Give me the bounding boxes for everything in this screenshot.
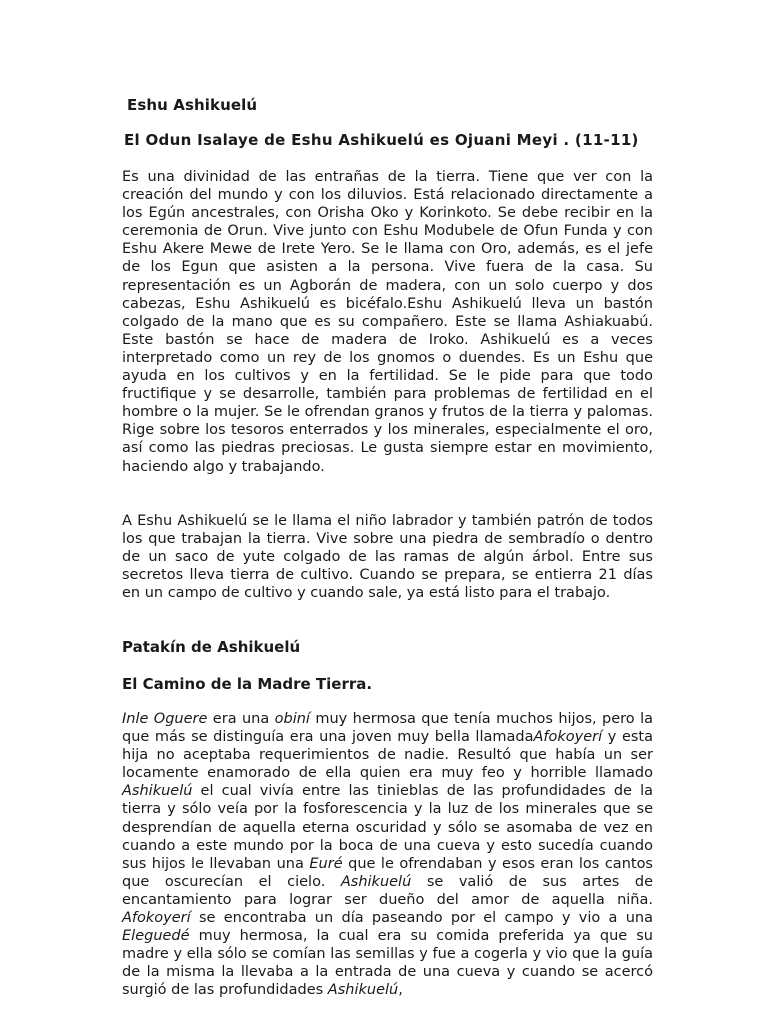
story-term-obini: obiní <box>274 711 310 727</box>
story-text: que le ofrendaban y esos eran los cantos que oscurecían el cielo. <box>122 855 653 890</box>
story-text: muy hermosa que tenía muchos hijos, pero la que más se distinguía era una joven muy bella llamada <box>122 711 653 746</box>
paragraph-story <box>122 710 653 1000</box>
story-text: se encontraba un día paseando por el campo y vio a una <box>190 910 653 927</box>
story-name-ashikuelu: Ashikuelú <box>122 783 193 800</box>
story-term-eleguede: Eleguedé <box>122 928 190 945</box>
story-text: era una <box>207 711 275 727</box>
odun-heading: El Odun Isalaye de Eshu Ashikuelú es Ojuani Meyi . (11-11) <box>124 131 639 149</box>
paragraph-description: Es una divinidad de las entrañas de la tierra. Tiene que ver con la creación del mundo y con los diluvios. Está relacionado directamente a los Egún ancestrales, con Orisha Oko y Korinkoto. Se debe recibir en la ceremonia de Orun. Vive junto con Eshu Modubele de Ofun Funda y con Eshu Akere Mewe de Irete Yero. Se le llama con Oro, además, es el jefe de los Egun que asisten a la persona. Vive fuera de la casa. Su representación es un Agborán de madera, con un solo cuerpo y dos cabezas, Eshu Ashikuelú es bicéfalo.Eshu Ashikuelú lleva un bastón colgado de la mano que es su compañero. Este se llama Ashiakuabú. Este bastón se hace de madera de Iroko. Ashikuelú es a veces interpretado como un rey de los gnomos o duendes. Es un Eshu que ayuda en los cultivos y en la fertilidad. Se le pide para que todo fructifique y se desarrolle, también para problemas de fertilidad en el hombre o la mujer. Se le ofrendan granos y frutos de la tierra y palomas. Rige sobre los tesoros enterrados y los minerales, especialmente el oro, así como las piedras preciosas. Le gusta siempre estar en movimiento, haciendo algo y trabajando. <box>122 169 653 475</box>
story-name-ashikuelu: Ashikuelú <box>327 982 399 999</box>
story-name-inle-oguere: Inle Oguere <box>122 711 208 727</box>
camino-heading: El Camino de la Madre Tierra. <box>122 675 373 693</box>
story-text: , <box>398 982 403 999</box>
story-name-afokoyeri: Afokoyerí <box>122 910 191 927</box>
patakin-heading: Patakín de Ashikuelú <box>122 638 301 656</box>
story-text: muy hermosa, la cual era su comida preferida ya que su madre y ella sólo se comían las semillas y fue a cogerla y vio que la guía de la misma la llevaba a la entrada de una cueva y cuando se acercó surgió de las profundidades <box>122 928 653 999</box>
story-text: y esta hija no aceptaba requerimientos de nadie. Resultó que había un ser locamente enamorado de ella quien era muy feo y horrible llamado <box>122 729 653 782</box>
story-text: se valió de sus artes de encantamiento para lograr ser dueño del amor de aquella niña. <box>122 873 653 908</box>
story-name-ashikuelu: Ashikuelú <box>340 873 412 890</box>
document-title: Eshu Ashikuelú <box>127 96 258 114</box>
story-term-eure: Euré <box>309 855 343 872</box>
paragraph-patron: A Eshu Ashikuelú se le llama el niño labrador y también patrón de todos los que trabajan la tierra. Vive sobre una piedra de sembradío o dentro de un saco de yute colgado de las ramas de algún árbol. Entre sus secretos lleva tierra de cultivo. Cuando se prepara, se entierra 21 días en un campo de cultivo y cuando sale, ya está listo para el trabajo. <box>122 513 653 602</box>
story-name-afokoyeri: Afokoyerí <box>533 729 603 746</box>
story-text: el cual vivía entre las tinieblas de las profundidades de la tierra y sólo veía por la fosforescencia y la luz de los minerales que se desprendían de aquella eterna oscuridad y sólo se asomaba de vez en cuando a este mundo por la boca de una cueva y esto sucedía cuando sus hijos le llevaban una <box>122 783 653 872</box>
